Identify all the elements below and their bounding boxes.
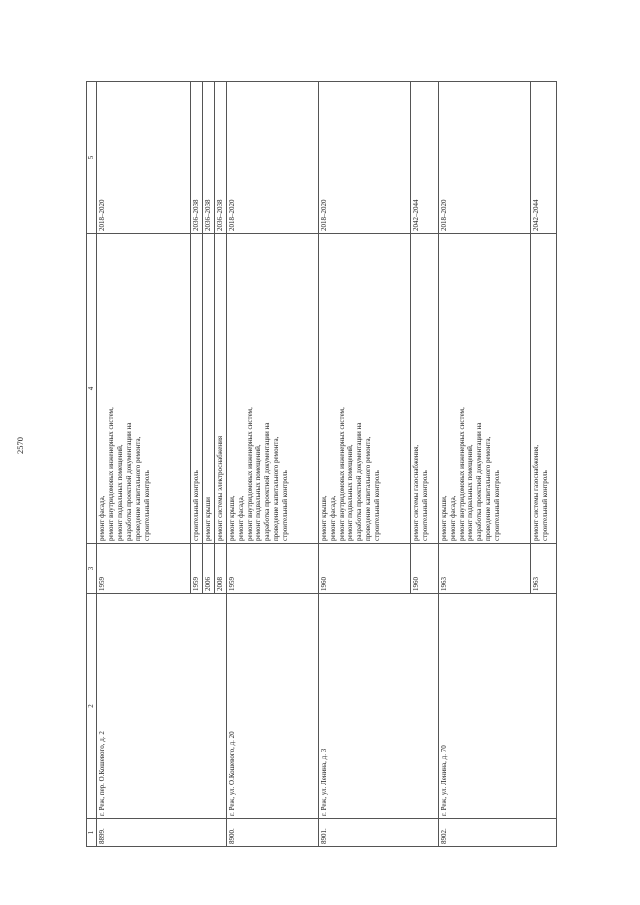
repair-period: 2042–2044 [410,82,438,234]
build-year: 1960 [410,544,438,594]
table-row [438,82,530,847]
repair-schedule-table [86,81,557,847]
column-header-row [87,82,97,847]
work-types: ремонт системы газоснабжения, строительный контроль [410,234,438,544]
address: г. Реж, ул. О.Кошевого, д. 20 [226,594,318,819]
work-types: ремонт крыши, ремонт фасада, ремонт внутридомовых инженерных систем, ремонт подвальных помещений, разработка проектной документации на проведение капитального ремонта, строительный контроль [318,234,410,544]
repair-period: 2018–2020 [226,82,318,234]
column-header: 1 [87,819,97,847]
work-types: ремонт крыши [202,234,214,544]
table-row [97,82,191,847]
repair-period: 2018–2020 [97,82,191,234]
build-year: 2008 [214,544,226,594]
build-year: 1963 [530,544,556,594]
repair-period: 2036–2038 [202,82,214,234]
column-header: 4 [87,234,97,544]
build-year: 2006 [202,544,214,594]
work-types: ремонт системы электроснабжения [214,234,226,544]
build-year: 1960 [318,544,410,594]
work-types: ремонт системы газоснабжения, строительный контроль [530,234,556,544]
build-year: 1963 [438,544,530,594]
work-types: строительный контроль [191,234,203,544]
build-year: 1959 [191,544,203,594]
address: г. Реж, ул. Ленина, д. 70 [438,594,556,819]
repair-period: 2036–2038 [214,82,226,234]
repair-period: 2042–2044 [530,82,556,234]
column-header: 2 [87,594,97,819]
page-number: 2570 [15,437,25,454]
repair-period: 2018–2020 [438,82,530,234]
column-header: 3 [87,544,97,594]
table-wrapper [86,82,549,847]
work-types: ремонт фасада, ремонт внутридомовых инженерных систем, ремонт подвальных помещений, разработка проектной документации на проведение капитального ремонта, строительный контроль [97,234,191,544]
repair-period: 2018–2020 [318,82,410,234]
work-types: ремонт крыши, ремонт фасада, ремонт внутридомовых инженерных систем, ремонт подвальных помещений, разработка проектной документации на проведение капитального ремонта, строительный контроль [226,234,318,544]
build-year: 1959 [226,544,318,594]
column-header: 5 [87,82,97,234]
table-row [318,82,410,847]
repair-period: 2036–2038 [191,82,203,234]
work-types: ремонт крыши, ремонт фасада, ремонт внутридомовых инженерных систем, ремонт подвальных помещений, разработка проектной документации на проведение капитального ремонта, строительный контроль [438,234,530,544]
record-number: 8902. [438,819,556,847]
address: г. Реж, пер. О.Кошевого, д. 2 [97,594,227,819]
build-year: 1959 [97,544,191,594]
record-number: 8899. [97,819,227,847]
record-number: 8901. [318,819,438,847]
address: г. Реж, ул. Ленина, д. 3 [318,594,438,819]
table-row [226,82,318,847]
record-number: 8900. [226,819,318,847]
